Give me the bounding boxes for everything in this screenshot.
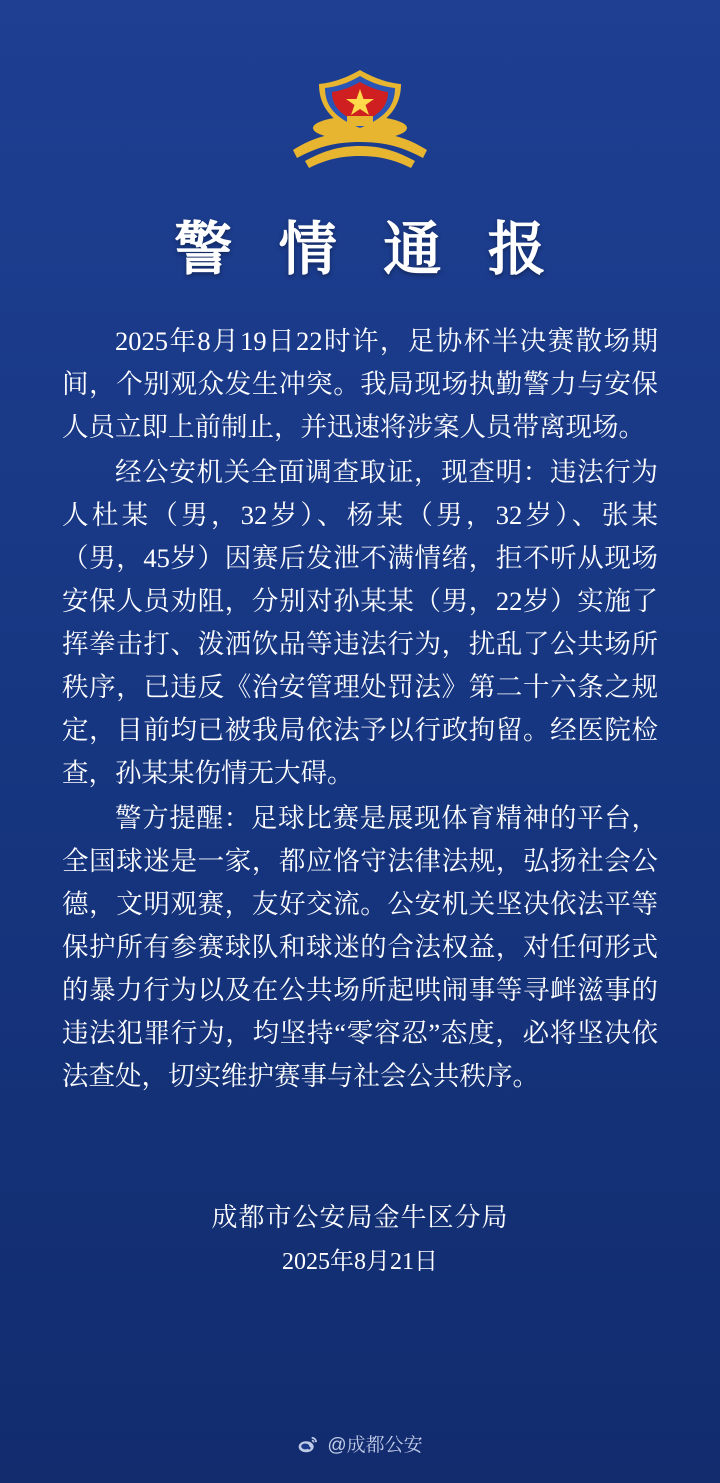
signature-block bbox=[62, 1196, 658, 1284]
page-title: 警 情 通 报 bbox=[174, 217, 562, 282]
footer-watermark bbox=[0, 1430, 720, 1457]
police-emblem bbox=[285, 58, 435, 178]
notice-paragraph-3: 警方提醒：足球比赛是展现体育精神的平台，全国球迷是一家，都应恪守法律法规，弘扬社会公德，文明观赛，友好交流。公安机关坚决依法平等保护所有参赛球队和球迷的合法权益，对任何形式的暴力行为以及在公共场所起哄闹事等寻衅滋事的违法犯罪行为，均坚持“零容忍”态度，必将坚决依法查处，切实维护赛事与社会公共秩序。 bbox=[62, 803, 658, 1091]
weibo-account: @成都公安 bbox=[327, 1435, 423, 1456]
notice-paragraph-2: 经公安机关全面调查取证，现查明：违法行为人杜某（男，32岁）、杨某（男，32岁）、张某（男，45岁）因赛后发泄不满情绪，拒不听从现场安保人员劝阻，分别对孙某某（男，22岁）实施了挥拳击打、泼洒饮品等违法行为，扰乱了公共场所秩序，已违反《治安管理处罚法》第二十六条之规定，目前均已被我局依法予以行政拘留。经医院检查，孙某某伤情无大碍。 bbox=[62, 457, 658, 788]
notice-paragraph-1: 2025年8月19日22时许，足协杯半决赛散场期间，个别观众发生冲突。我局现场执勤警力与安保人员立即上前制止，并迅速将涉案人员带离现场。 bbox=[62, 326, 658, 442]
weibo-icon bbox=[297, 1433, 319, 1455]
notice-body bbox=[62, 320, 658, 1100]
issuing-department: 成都市公安局金牛区分局 bbox=[211, 1203, 509, 1232]
issue-date: 2025年8月21日 bbox=[282, 1249, 438, 1275]
